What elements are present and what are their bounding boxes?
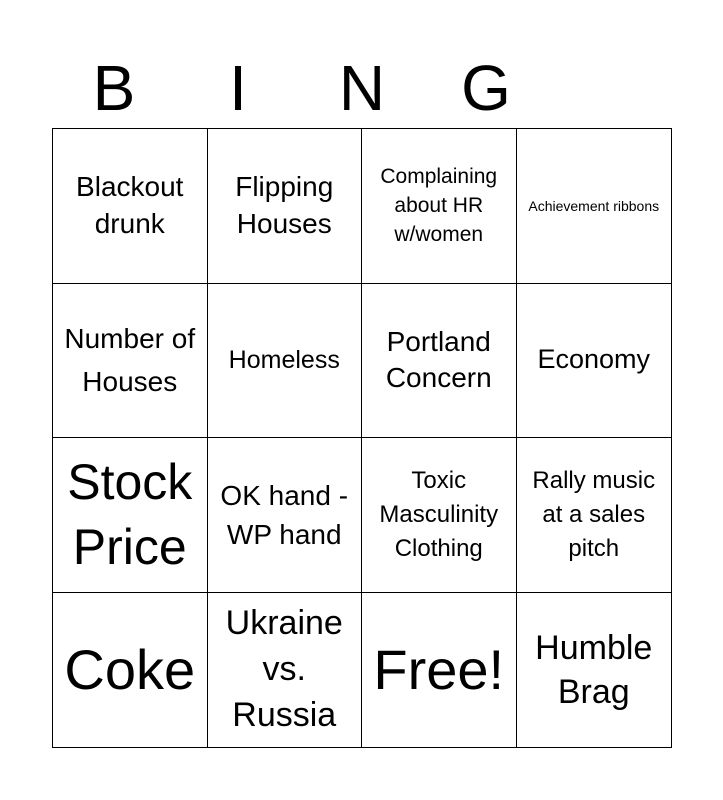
- header-letter-b: B: [92, 52, 136, 124]
- bingo-cell[interactable]: [208, 284, 363, 439]
- header-letter-g: G: [461, 52, 511, 124]
- cell-text: Portland Concern: [385, 325, 492, 394]
- bingo-header: [52, 48, 672, 128]
- bingo-cell[interactable]: [362, 284, 517, 439]
- bingo-cell[interactable]: [362, 129, 517, 284]
- bingo-cell[interactable]: [208, 593, 363, 748]
- free-space-cell[interactable]: [362, 593, 517, 748]
- bingo-cell[interactable]: [53, 284, 208, 439]
- bingo-card-grid: [52, 128, 672, 748]
- cell-text: Flipping Houses: [235, 171, 334, 239]
- bingo-cell[interactable]: [517, 129, 672, 284]
- cell-text: Humble Brag: [535, 628, 653, 711]
- cell-text: Economy: [537, 344, 651, 375]
- bingo-cell[interactable]: [53, 438, 208, 593]
- cell-text: Ukraine vs. Russia: [225, 603, 343, 734]
- cell-text: Blackout drunk: [76, 171, 184, 239]
- bingo-cell[interactable]: [517, 438, 672, 593]
- cell-text: Achievement ribbons: [528, 197, 660, 214]
- cell-text: Homeless: [228, 345, 340, 374]
- cell-text: Complaining about HR w/women: [380, 164, 498, 247]
- bingo-cell[interactable]: [517, 593, 672, 748]
- cell-text: Rally music at a sales pitch: [532, 467, 656, 562]
- cell-text: Stock Price: [67, 453, 193, 575]
- bingo-cell[interactable]: [517, 284, 672, 439]
- bingo-cell[interactable]: [362, 438, 517, 593]
- header-letter-n: N: [338, 52, 386, 124]
- header-letter-i: I: [229, 52, 247, 124]
- bingo-cell[interactable]: [53, 129, 208, 284]
- cell-text: Coke: [64, 637, 196, 701]
- bingo-cell[interactable]: [53, 593, 208, 748]
- bingo-cell[interactable]: [208, 438, 363, 593]
- cell-text: Toxic Masculinity Clothing: [379, 467, 499, 562]
- cell-text: Number of Houses: [64, 322, 196, 398]
- cell-text: Free!: [373, 637, 505, 701]
- cell-text: OK hand - WP hand: [220, 479, 349, 550]
- bingo-cell[interactable]: [208, 129, 363, 284]
